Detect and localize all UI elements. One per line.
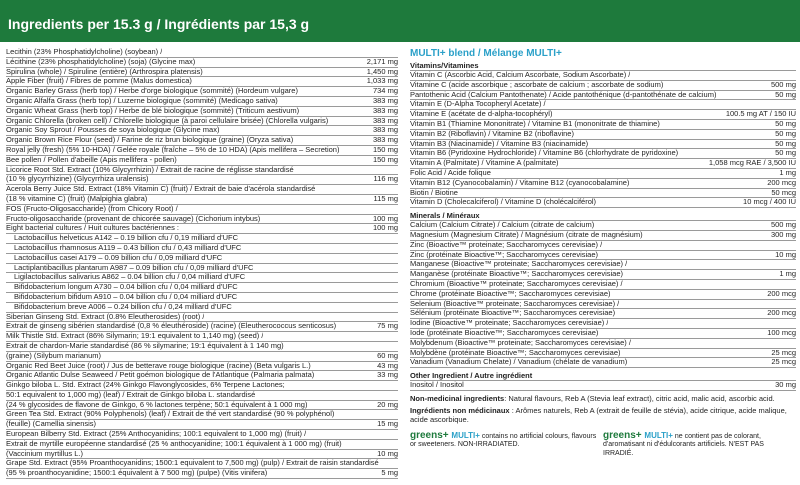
ingredient-row [410,198,796,208]
ingredient-name: (24 % glycosides de flavone de Ginkgo, 6 % lactones terpène; 50:1 équivalent à 1 000 mg) [6,400,308,409]
non-medicinal-en-label: Non-medicinal ingredients [410,393,505,403]
ingredient-row [410,241,796,251]
ingredient-row [6,352,398,362]
ingredient-name: Vitamin C (Ascorbic Acid, Calcium Ascorbate, Sodium Ascorbate) / [410,71,631,79]
footer-fr-text: ne contient pas de colorant, d'aromatisant ni d'édulcorants artificiels. N'EST PAS IRRADIÉ. [603,432,764,457]
ingredient-amount: 150 mg [372,154,398,164]
ingredient-row [410,140,796,150]
ingredient-name: Milk Thistle Std. Extract (86% Silymarin; 19:1 equivalent to 1,140 mg) (seed) / [6,332,264,341]
ingredient-row [6,175,398,185]
ingredient-name: (18 % vitamine C) (fruit) (Malpighia glabra) [6,194,148,203]
ingredient-name: Royal jelly (fresh) (5% 10-HDA) / Gelée royale (fraîche – 5% de 10 HDA) (Apis mellifera – Secretion) [6,145,340,154]
ingredient-row [6,440,398,450]
ingredient-row [410,91,796,101]
ingredient-amount: 383 mg [372,125,398,135]
ingredient-name: Sélénium (protéinate Bioactive™; Saccharomyces cerevisiae) [410,309,616,318]
ingredient-name: Bifidobacterium longum A730 – 0.04 billion cfu / 0,04 milliard d'UFC [14,283,238,292]
ingredient-row [410,221,796,231]
ingredient-row [6,77,398,87]
ingredient-amount: 383 mg [372,115,398,125]
ingredient-name: Magnesium (Magnesium Citrate) / Magnésium (citrate de magnésium) [410,230,643,239]
ingredient-amount: 1,450 mg [366,66,398,76]
ingredient-name: Lactobacillus rhamnosus A119 – 0.43 billion cfu / 0,43 milliard d'UFC [14,243,242,252]
ingredient-amount: 500 mg [770,220,796,230]
ingredient-amount: 50 mcg [771,187,796,197]
ingredient-name: Siberian Ginseng Std. Extract (0.8% Eleutherosides) (root) / [6,312,205,321]
ingredient-name: European Bilberry Std. Extract (25% Anthocyanidins; 100:1 equivalent to 1,000 mg) (fruit) / [6,430,307,439]
ingredient-row [410,71,796,81]
ingredient-row [6,224,398,234]
ingredient-name: Organic Alfalfa Grass (herb top) / Luzerne biologique (sommité) (Medicago sativa) [6,96,278,105]
ingredient-row [410,270,796,280]
footer-note-en [410,429,603,459]
ingredient-amount: 15 mg [377,419,398,429]
ingredient-row [6,401,398,411]
ingredient-row [6,273,398,283]
ingredient-name: Organic Brown Rice Flour (seed) / Farine de riz brun biologique (graine) (Oryza sativa) [6,136,294,145]
ingredient-name: FOS (Fructo-Oligosaccharide) (from Chicory Root) / [6,204,178,213]
ingredient-name: Bifidobacterium breve A006 – 0.24 billion cfu / 0,24 milliard d'UFC [14,302,232,311]
ingredient-row [410,260,796,270]
ingredient-name: Calcium (Calcium Citrate) / Calcium (citrate de calcium) [410,221,595,230]
ingredient-name: Vitamin D (Cholecalciferol) / Vitamine D (cholécalciférol) [410,198,597,207]
ingredient-row [410,130,796,140]
ingredient-amount: 383 mg [372,95,398,105]
ingredient-name: Lactiplantibacillus plantarum A987 – 0.09 billion cfu / 0,09 milliard d'UFC [14,263,254,272]
ingredient-row [410,120,796,130]
ingredient-row [410,358,796,368]
ingredient-name: Fructo-oligosaccharide (provenant de chicorée sauvage) (Cichorium intybus) [6,214,261,223]
ingredient-row [410,81,796,91]
minerals-heading: Minerals / Minéraux [410,211,796,221]
ingredient-row [6,234,398,244]
ingredient-row [6,156,398,166]
ingredient-amount: 100 mg [372,213,398,223]
non-medicinal-en [410,394,796,403]
ingredient-name: Vitamin B6 (Pyridoxine Hydrochloride) / Vitamine B6 (chlorhydrate de pyridoxine) [410,149,679,158]
ingredient-name: Ligilactobacillus salivarius A862 – 0.04 billion cfu / 0,04 milliard d'UFC [14,273,246,282]
ingredient-amount: 300 mg [770,229,796,239]
ingredient-row [6,117,398,127]
ingredient-amount: 383 mg [372,105,398,115]
ingredient-name: Lecithin (23% Phosphatidylcholine) (soybean) / [6,48,163,56]
ingredient-row [6,68,398,78]
ingredient-row [410,159,796,169]
minerals-list [410,221,796,368]
ingredient-row [6,185,398,195]
ingredient-row [6,313,398,323]
ingredient-amount: 50 mg [775,148,796,158]
ingredient-name: Molybdène (protéinate Bioactive™; Saccharomyces cerevisiae) [410,348,621,357]
ingredient-name: Organic Atlantic Dulse Seaweed / Petit goémon biologique de l'Atlantique (Palmaria palmata) [6,371,315,380]
ingredient-row [6,381,398,391]
ingredient-name: Organic Barley Grass (herb top) / Herbe d'orge biologique (sommité) (Hordeum vulgare) [6,87,298,96]
ingredient-row [6,322,398,332]
ingredient-name: Vitamine C (acide ascorbique ; ascorbate de calcium ; ascorbate de sodium) [410,80,664,89]
ingredient-amount: 50 mg [775,89,796,99]
ingredient-row [410,309,796,319]
ingredient-amount: 100 mcg [767,327,796,337]
ingredient-name: Zinc (Bioactive™ proteinate; Saccharomyces cerevisiae) / [410,240,603,249]
vitamins-list [410,71,796,208]
ingredient-amount: 43 mg [377,360,398,370]
ingredient-row [410,290,796,300]
non-medicinal-fr-label: Ingrédients non médicinaux [410,405,510,415]
ingredient-name: Chrome (protéinate Bioactive™; Saccharomyces cerevisiae) [410,289,611,298]
ingredient-row [6,332,398,342]
ingredient-row [6,391,398,401]
ingredient-name: Vitamin B2 (Riboflavin) / Vitamine B2 (riboflavine) [410,129,574,138]
ingredient-name: Biotin / Biotine [410,188,458,197]
ingredient-amount: 20 mg [377,399,398,409]
ingredient-row [6,244,398,254]
ingredient-row [6,166,398,176]
ingredient-row [6,362,398,372]
ingredient-row [6,48,398,58]
footer-en-text: contains no artificial colours, flavours or sweeteners. NON-IRRADIATED. [410,432,597,449]
ingredient-row [410,110,796,120]
ingredient-amount: 383 mg [372,135,398,145]
ingredient-row [6,146,398,156]
ingredient-amount: 116 mg [373,174,398,184]
brand-logo-en: greens+ MULTI+ [410,429,480,441]
ingredient-row [410,179,796,189]
ingredient-name: Lactobacillus casei A179 – 0.09 billion cfu / 0,09 milliard d'UFC [14,253,223,262]
ingredient-name: Vitamin B12 (Cyanocobalamin) / Vitamine B12 (cyanocobalamine) [410,178,630,187]
ingredient-amount: 1,058 mcg RAE / 3,500 IU [708,158,796,168]
ingredient-name: Ginkgo biloba L. Std. Extract (24% Ginkgo Flavonglycosides, 6% Terpene Lactones; [6,381,285,390]
ingredient-name: 50:1 equivalent to 1,000 mg) (leaf) / Extrait de Ginkgo biloba L. standardisé [6,390,256,399]
ingredients-title: Ingredients per 15.3 g / Ingrédients par 15,3 g [8,16,310,32]
ingredient-row [6,254,398,264]
ingredient-row [6,342,398,352]
ingredient-amount: 50 mg [775,128,796,138]
ingredient-row [410,300,796,310]
ingredient-name: Apple Fiber (fruit) / Fibres de pomme (Malus domestica) [6,77,192,86]
ingredient-row [6,430,398,440]
ingredient-amount: 50 mg [775,138,796,148]
ingredient-row [6,87,398,97]
ingredient-name: Selenium (Bioactive™ proteinate; Saccharomyces cerevisiae) / [410,299,620,308]
ingredient-name: Acerola Berry Juice Std. Extract (18% Vitamin C) (fruit) / Extrait de baie d'acérola standardisé [6,185,316,194]
ingredient-row [410,381,796,391]
ingredient-row [410,280,796,290]
ingredient-name: Organic Soy Sprout / Pousses de soya biologique (Glycine max) [6,126,220,135]
ingredient-name: (graine) (Silybum marianum) [6,351,102,360]
ingredient-row [6,410,398,420]
vitamins-heading: Vitamins/Vitamines [410,61,796,71]
ingredient-name: Grape Std. Extract (95% Proanthocyanidins; 1500:1 equivalent to 7,500 mg) (pulp) / Extrait de raisin standardisé [6,459,379,468]
ingredient-name: Pantothenic Acid (Calcium Pantothenate) / Acide pantothénique (d-pantothénate de calcium) [410,90,717,99]
ingredient-amount: 25 mcg [771,347,796,357]
ingredient-name: Green Tea Std. Extract (90% Polyphenols) (leaf) / Extrait de thé vert standardisé (90 % polyphénol) [6,410,335,419]
ingredient-name: Bifidobacterium bifidum A910 – 0.04 billion cfu / 0,04 milliard d'UFC [14,292,238,301]
ingredient-name: Iode (protéinate Bioactive™; Saccharomyces cerevisiae) [410,328,599,337]
ingredient-amount: 50 mg [775,118,796,128]
ingredient-name: Molybdenum (Bioactive™ proteinate; Saccharomyces cerevisiae) / [410,338,631,347]
ingredient-row [410,349,796,359]
ingredient-row [6,264,398,274]
ingredient-row [6,195,398,205]
ingredient-name: Vitamin A (Palmitate) / Vitamine A (palmitate) [410,159,559,168]
ingredient-amount: 500 mg [770,79,796,89]
ingredient-row [6,283,398,293]
ingredient-row [6,469,398,479]
ingredient-name: Vitamin B3 (Niacinamide) / Vitamine B3 (niacinamide) [410,139,589,148]
ingredient-row [410,231,796,241]
ingredient-amount: 200 mcg [767,177,796,187]
ingredient-name: (10 % glycyrrhizine) (Glycyrrhiza uralensis) [6,175,149,184]
ingredient-name: Vitamin E (D-Alpha Tocopheryl Acetate) / [410,100,546,109]
ingredients-list [6,48,398,479]
ingredient-amount: 200 mcg [767,288,796,298]
ingredient-row [6,293,398,303]
footer-note-fr [603,429,796,459]
ingredient-row [6,215,398,225]
ingredient-row [410,251,796,261]
ingredient-amount: 33 mg [377,370,398,380]
ingredient-amount: 100 mg [372,223,398,233]
ingredient-amount: 5 mg [381,468,398,478]
ingredient-amount: 734 mg [372,86,398,96]
ingredient-name: Spirulina (whole) / Spiruline (entière) (Arthrospira platensis) [6,67,203,76]
ingredient-name: Iodine (Bioactive™ proteinate; Saccharomyces cerevisiae) / [410,319,609,328]
ingredient-amount: 30 mg [775,380,796,390]
ingredient-name: Eight bacterial cultures / Huit cultures bactériennes : [6,224,180,233]
ingredient-row [6,97,398,107]
ingredient-amount: 10 mg [377,448,398,458]
multi-blend-section [410,48,796,458]
ingredient-row [6,107,398,117]
ingredient-name: (95 % proanthocyanidine; 1500:1 équivalent à 7 500 mg) (pulpe) (Vitis vinifera) [6,469,268,478]
ingredient-name: Lécithine (23% phosphatidylcholine) (soja) (Glycine max) [6,57,196,66]
ingredient-amount: 1 mg [779,269,796,279]
non-medicinal-fr [410,406,796,424]
ingredient-row [6,420,398,430]
ingredient-name: Extrait de myrtille européenne standardisé (25 % anthocyanidine; 100:1 équivalent à 1 000 mg) (fruit) [6,439,342,448]
ingredient-amount: 60 mg [377,350,398,360]
ingredient-name: Chromium (Bioactive™ proteinate; Saccharomyces cerevisiae) / [410,279,623,288]
blend-title: MULTI+ blend / Mélange MULTI+ [410,48,562,59]
ingredient-amount: 200 mcg [767,308,796,318]
ingredient-amount: 100.5 mg AT / 150 IU [725,109,796,119]
ingredient-amount: 10 mg [775,249,796,259]
ingredient-row [6,303,398,313]
ingredient-row [410,169,796,179]
ingredient-name: Licorice Root Std. Extract (10% Glycyrrhizin) / Extrait de racine de réglisse standardisé [6,165,294,174]
ingredient-amount: 75 mg [377,321,398,331]
ingredient-amount: 25 mcg [771,357,796,367]
ingredient-name: Manganese (Bioactive™ proteinate; Saccharomyces cerevisiae) / [410,260,628,269]
ingredient-amount: 10 mcg / 400 IU [743,197,796,207]
footer-notes [410,429,796,459]
ingredient-name: (Vaccinium myrtillus L.) [6,449,83,458]
ingredient-name: Organic Red Beet Juice (root) / Jus de betterave rouge biologique (racine) (Beta vulgaris L.) [6,361,311,370]
ingredient-name: Zinc (protéinate Bioactive™; Saccharomyces cerevisiae) [410,250,598,259]
brand-logo-fr: greens+ MULTI+ [603,429,673,441]
other-ingredient-heading: Other Ingredient / Autre ingrédient [410,371,796,381]
ingredient-name: Vitamin B1 (Thiamine Mononitrate) / Vitamine B1 (mononitrate de thiamine) [410,119,660,128]
ingredient-amount: 1,033 mg [366,76,398,86]
ingredient-row [6,371,398,381]
ingredient-amount: 115 mg [373,193,398,203]
non-medicinal-fr-text: : Arômes naturels, Reb A (extrait de feuille de stévia), acide citrique, acide malique, acide ascorbique. [410,405,787,424]
ingredient-name: Vanadium (Vanadium Chelate) / Vanadium (chélate de vanadium) [410,358,628,367]
ingredient-row [6,126,398,136]
ingredient-row [410,319,796,329]
ingredient-name: (feuille) (Camellia sinensis) [6,420,97,429]
ingredient-name: Inositol / Inositol [410,381,464,390]
ingredient-name: Extrait de ginseng sibérien standardisé (0,8 % éleuthéroside) (racine) (Eleutherococcus senticosus) [6,322,337,331]
ingredient-name: Organic Wheat Grass (herb top) / Herbe de blé biologique (sommité) (Triticum aestivum) [6,106,300,115]
ingredient-name: Bee pollen / Pollen d'abeille (Apis mellifera - pollen) [6,155,177,164]
ingredient-row [6,58,398,68]
ingredient-name: Extrait de chardon-Marie standardisé (86 % silymarine; 19:1 équivalent à 1 140 mg) [6,341,284,350]
ingredients-header [0,0,800,42]
ingredient-amount: 1 mg [779,167,796,177]
other-ingredient-list [410,381,796,391]
ingredient-name: Organic Chlorella (broken cell) / Chlorelle biologique (à paroi cellulaire brisée) (Chlorella vulgaris) [6,116,329,125]
ingredient-row [410,329,796,339]
ingredient-name: Folic Acid / Acide folique [410,168,491,177]
ingredient-row [6,205,398,215]
ingredient-row [410,189,796,199]
ingredient-amount: 150 mg [372,144,398,154]
ingredient-row [6,450,398,460]
ingredient-name: Vitamine E (acétate de d-alpha-tocophéryl) [410,110,553,119]
non-medicinal-en-text: : Natural flavours, Reb A (Stevia leaf extract), citric acid, malic acid, ascorbic acid. [504,393,775,403]
ingredient-name: Lactobacillus helveticus A142 – 0.19 billion cfu / 0,19 milliard d'UFC [14,234,239,243]
ingredient-name: Manganèse (protéinate Bioactive™; Saccharomyces cerevisiae) [410,270,624,279]
ingredient-row [6,136,398,146]
ingredient-row [410,339,796,349]
ingredient-amount: 2,171 mg [366,56,398,66]
ingredient-row [6,459,398,469]
